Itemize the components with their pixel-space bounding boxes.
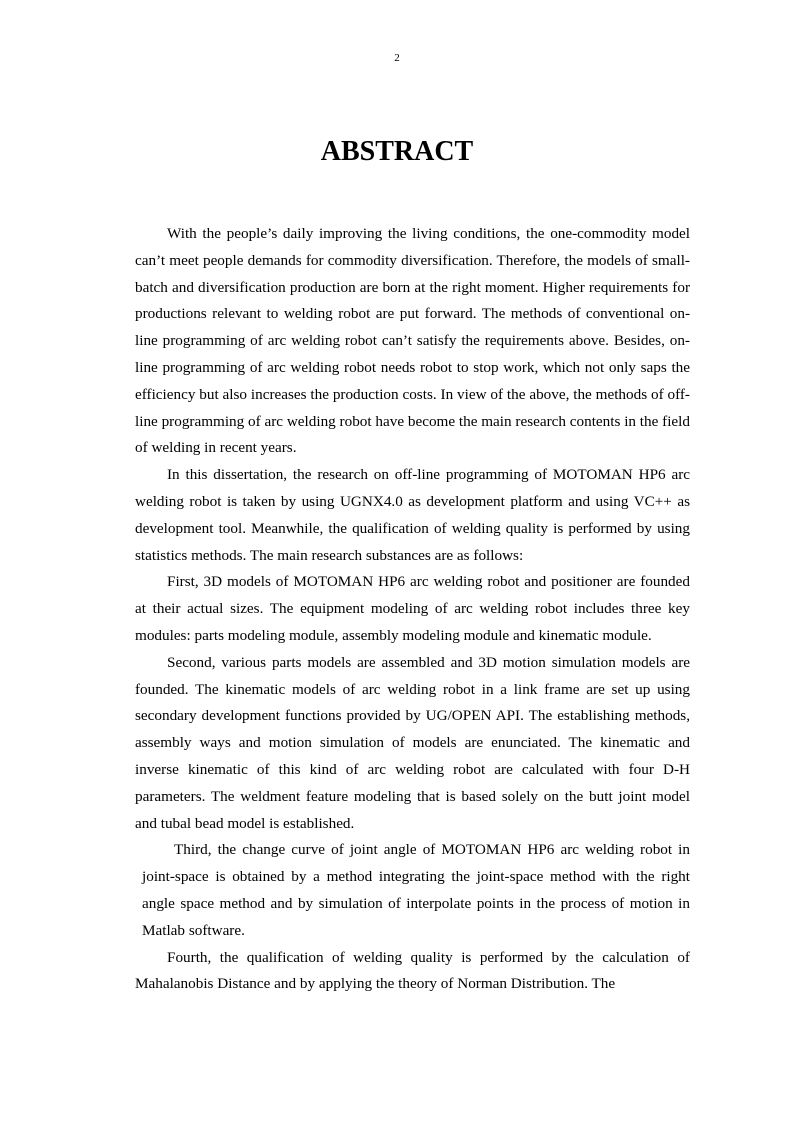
abstract-paragraph-2: In this dissertation, the research on off-line programming of MOTOMAN HP6 arc welding robot is taken by using UGNX4.0 as development platform and using VC++ as development tool. Meanwhile, the qualification of welding quality is performed by using statistics methods. The main research substances are as follows: (135, 466, 690, 564)
abstract-paragraph-6: Fourth, the qualification of welding quality is performed by the calculation of Mahalanobis Distance and by applying the theory of Norman Distribution. The (135, 948, 690, 993)
abstract-paragraph-3: First, 3D models of MOTOMAN HP6 arc welding robot and positioner are founded at their actual sizes. The equipment modeling of arc welding robot includes three key modules: parts modeling module, assembly modeling module and kinematic module. (135, 573, 690, 644)
abstract-paragraph-1: With the people’s daily improving the living conditions, the one-commodity model can’t meet people demands for commodity diversification. Therefore, the models of small-batch and diversification production are born at the right moment. Higher requirements for productions relevant to welding robot are put forward. The methods of conventional on-line programming of arc welding robot can’t satisfy the requirements above. Besides, on-line programming of arc welding robot needs robot to stop work, which not only saps the efficiency but also increases the production costs. In view of the above, the methods of off-line programming of arc welding robot have become the main research contents in the field of welding in recent years. (135, 225, 690, 457)
page-number: 2 (394, 52, 400, 64)
page-title: ABSTRACT (320, 136, 474, 167)
abstract-body (135, 221, 690, 998)
abstract-paragraph-4: Second, various parts models are assembled and 3D motion simulation models are founded. The kinematic models of arc welding robot in a link frame are set up using secondary development functions provided by UG/OPEN API. The establishing methods, assembly ways and motion simulation of models are enunciated. The kinematic and inverse kinematic of this kind of arc welding robot are calculated with four D-H parameters. The weldment feature modeling that is based solely on the butt joint model and tubal bead model is established. (135, 653, 690, 832)
abstract-paragraph-5: Third, the change curve of joint angle of MOTOMAN HP6 arc welding robot in joint-space is obtained by a method integrating the joint-space method with the right angle space method and by simulation of interpolate points in the process of motion in Matlab software. (142, 841, 690, 939)
